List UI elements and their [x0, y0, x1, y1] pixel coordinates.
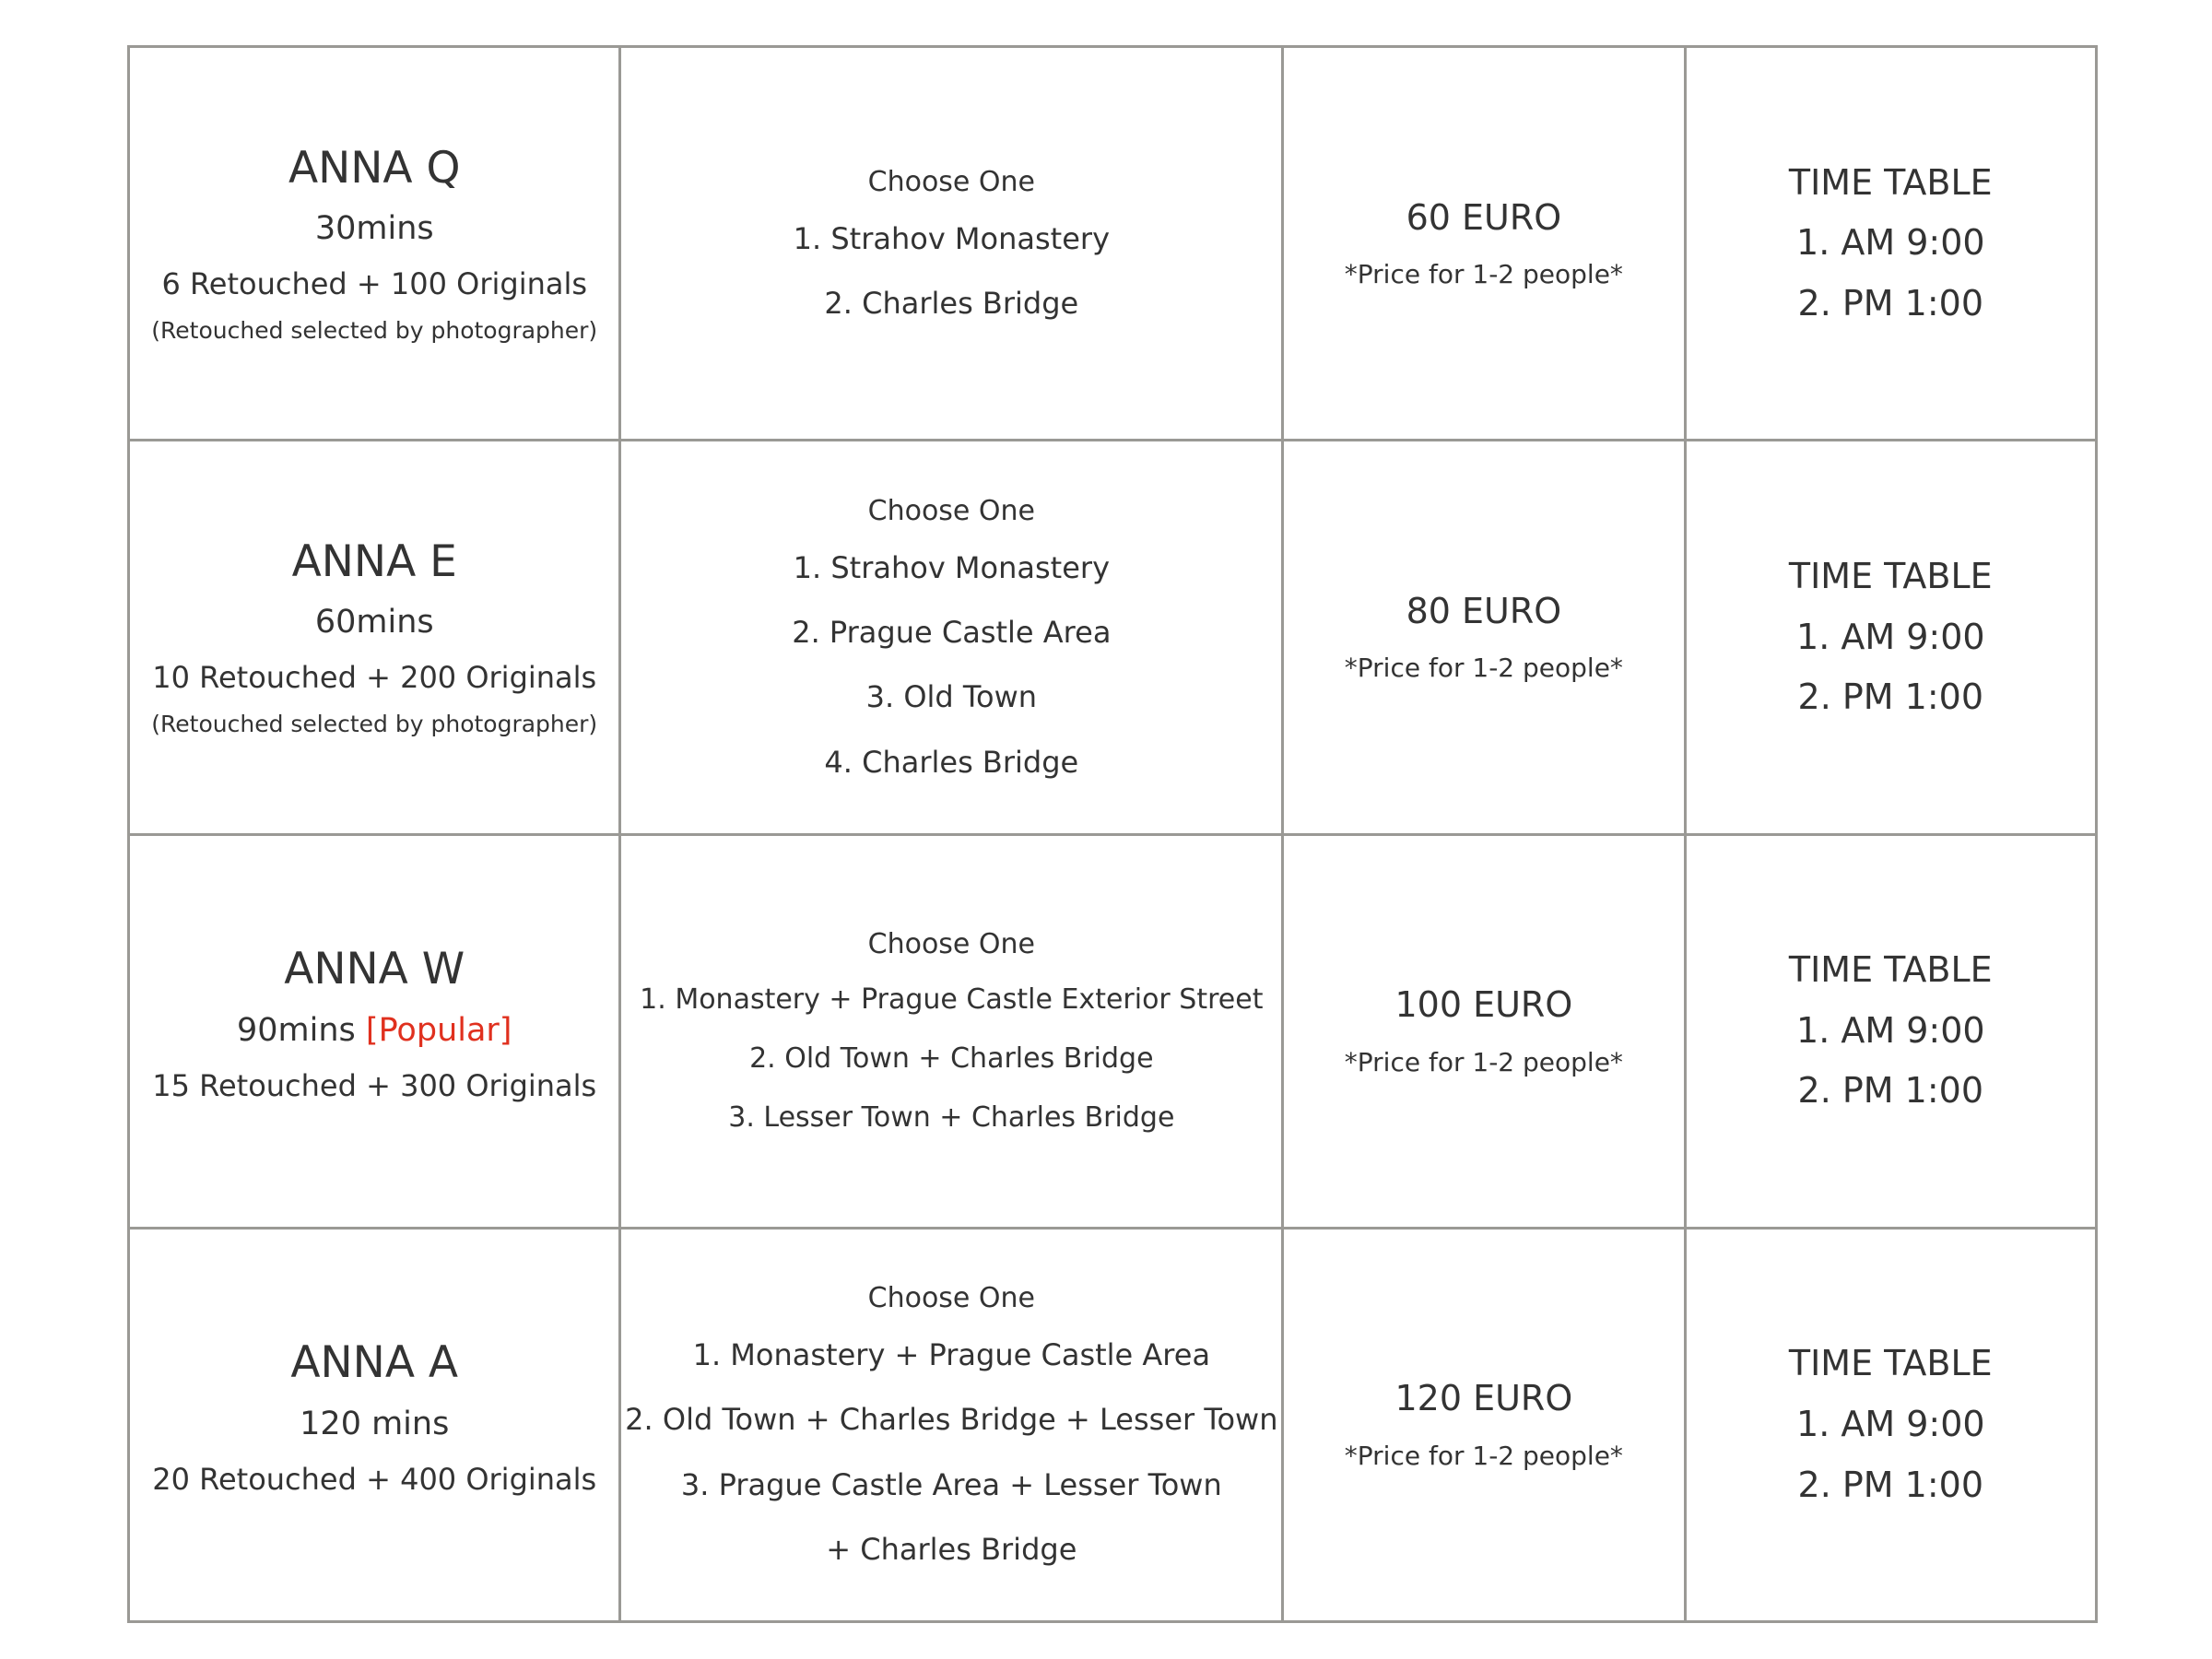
package-row-anna-w: [129, 834, 2097, 1228]
package-duration: 120 mins: [300, 1405, 450, 1442]
location-item: 1. Strahov Monastery: [793, 549, 1110, 585]
locations-list: [621, 550, 1281, 781]
locations-list: [621, 221, 1281, 322]
pricing-table: [127, 45, 2098, 1623]
locations-heading: Choose One: [867, 494, 1036, 527]
timetable-cell: [1685, 1228, 2096, 1621]
locations-heading: Choose One: [867, 165, 1036, 198]
location-item: 2. Old Town + Charles Bridge: [749, 1041, 1154, 1075]
timetable-slot: 1. AM 9:00: [1796, 1009, 1985, 1051]
package-photos: 20 Retouched + 400 Originals: [152, 1461, 597, 1497]
timetable-slot: 2. PM 1:00: [1797, 677, 1983, 718]
price-amount: 120 EURO: [1394, 1378, 1573, 1419]
location-item: 3. Lesser Town + Charles Bridge: [728, 1100, 1175, 1134]
timetable-slot: 2. PM 1:00: [1797, 1464, 1983, 1505]
package-name: ANNA W: [284, 944, 465, 995]
package-name: ANNA E: [291, 535, 457, 587]
timetable-cell: [1685, 441, 2096, 834]
locations-cell: [620, 441, 1283, 834]
timetable-heading: TIME TABLE: [1788, 161, 1993, 203]
package-row-anna-e: [129, 441, 2097, 834]
timetable-slot: 1. AM 9:00: [1796, 616, 1985, 657]
location-item: 4. Charles Bridge: [824, 744, 1079, 780]
price-note: *Price for 1-2 people*: [1344, 259, 1623, 290]
location-item: 3. Old Town: [865, 679, 1038, 715]
timetable-slot: 2. PM 1:00: [1797, 282, 1983, 324]
location-item: 3. Prague Castle Area + Lesser Town: [680, 1466, 1222, 1502]
package-duration: 60mins: [314, 604, 434, 641]
package-duration: 30mins: [314, 210, 434, 248]
locations-cell: [620, 47, 1283, 441]
package-photos: 10 Retouched + 200 Originals: [152, 660, 597, 696]
timetable-heading: TIME TABLE: [1788, 1343, 1993, 1384]
locations-heading: Choose One: [867, 927, 1036, 960]
package-name: ANNA A: [290, 1337, 459, 1389]
price-note: *Price for 1-2 people*: [1344, 1440, 1623, 1471]
price-cell: [1283, 834, 1685, 1228]
location-item: 1. Monastery + Prague Castle Area: [692, 1337, 1211, 1373]
price-amount: 60 EURO: [1406, 196, 1562, 238]
price-cell: [1283, 1228, 1685, 1621]
locations-cell: [620, 834, 1283, 1228]
price-cell: [1283, 47, 1685, 441]
package-row-anna-q: [129, 47, 2097, 441]
locations-list: [621, 983, 1281, 1135]
package-cell: [129, 441, 620, 834]
package-row-anna-a: [129, 1228, 2097, 1621]
package-cell: [129, 1228, 620, 1621]
timetable-heading: TIME TABLE: [1788, 949, 1993, 991]
popular-badge: [Popular]: [365, 1011, 512, 1049]
package-cell: [129, 47, 620, 441]
location-item: 2. Charles Bridge: [824, 286, 1079, 322]
locations-cell: [620, 1228, 1283, 1621]
timetable-cell: [1685, 47, 2096, 441]
timetable-slot: 2. PM 1:00: [1797, 1070, 1983, 1112]
timetable-slot: 1. AM 9:00: [1796, 222, 1985, 264]
package-cell: [129, 834, 620, 1228]
location-item: + Charles Bridge: [826, 1532, 1077, 1568]
package-note: (Retouched selected by photographer): [151, 710, 598, 737]
price-amount: 80 EURO: [1406, 590, 1562, 631]
price-amount: 100 EURO: [1394, 984, 1573, 1026]
package-photos: 15 Retouched + 300 Originals: [152, 1067, 597, 1103]
location-item: 2. Prague Castle Area: [792, 614, 1112, 650]
location-item: 2. Old Town + Charles Bridge + Lesser Town: [625, 1402, 1278, 1438]
price-note: *Price for 1-2 people*: [1344, 653, 1623, 684]
locations-heading: Choose One: [867, 1282, 1036, 1315]
package-duration: 90mins [Popular]: [237, 1011, 512, 1049]
location-item: 1. Strahov Monastery: [793, 220, 1110, 256]
package-name: ANNA Q: [288, 142, 461, 194]
location-item: 1. Monastery + Prague Castle Exterior Street: [640, 982, 1264, 1016]
timetable-heading: TIME TABLE: [1788, 555, 1993, 596]
price-note: *Price for 1-2 people*: [1344, 1046, 1623, 1077]
locations-list: [621, 1337, 1281, 1568]
price-cell: [1283, 441, 1685, 834]
package-note: (Retouched selected by photographer): [151, 316, 598, 344]
package-photos: 6 Retouched + 100 Originals: [161, 266, 588, 302]
timetable-slot: 1. AM 9:00: [1796, 1404, 1985, 1445]
timetable-cell: [1685, 834, 2096, 1228]
